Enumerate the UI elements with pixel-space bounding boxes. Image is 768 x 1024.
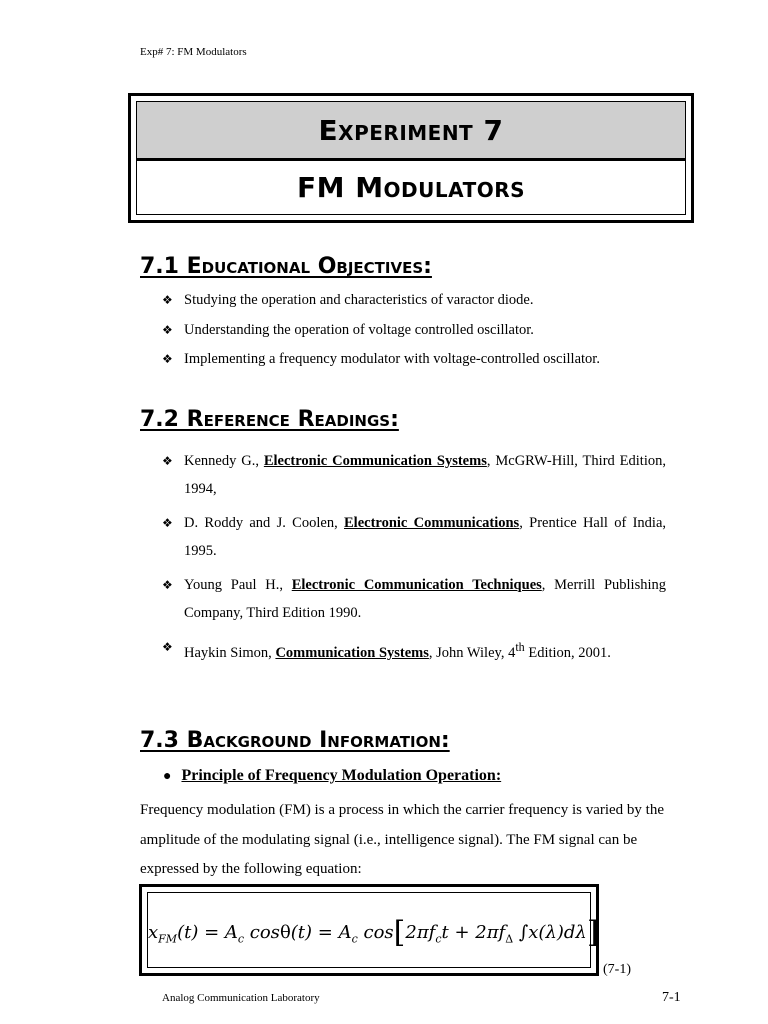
diamond-bullet-icon: ❖ [162, 322, 173, 337]
background-subheading [163, 767, 501, 785]
diamond-bullet-icon: ❖ [162, 352, 173, 366]
reference-author: Young Paul H., [184, 577, 292, 593]
reference-publisher: , McGRW-Hill, Third Edition, 1994, [184, 453, 666, 497]
round-bullet-icon: ● [163, 769, 172, 784]
reference-book-title: Electronic Communication Techniques [291, 577, 542, 593]
reference-author: Kennedy G., [184, 453, 264, 469]
reference-book-title: Communication Systems [275, 644, 429, 661]
reference-publisher-cont: Edition, 2001. [524, 644, 611, 661]
title-band-experiment [137, 102, 685, 161]
footer-lab-name: Analog Communication Laboratory [162, 992, 320, 1004]
fm-equation: $x_{FM}(t) = A_c$ $\cos\theta(t) = A_c$ $\cos[2\pi f_ct + 2\pi f_\Delta$ ∫x(λ)dλ] [148, 915, 599, 950]
diamond-bullet-icon: ❖ [162, 578, 173, 592]
reference-book-title: Electronic Communications [344, 515, 520, 531]
title-box [128, 93, 694, 223]
subheading-text: Principle of Frequency Modulation Operation: [181, 767, 502, 784]
diamond-bullet-icon: ❖ [162, 640, 173, 654]
reference-publisher: , John Wiley, 4 [428, 644, 516, 661]
reference-publisher: , Prentice Hall of India, 1995. [184, 515, 667, 559]
objective-item [162, 350, 666, 380]
equation-box [139, 884, 599, 976]
reference-item [162, 571, 666, 627]
diamond-bullet-icon: ❖ [162, 454, 173, 468]
diamond-bullet-icon: ❖ [162, 293, 173, 307]
objective-text: Studying the operation and characteristics of varactor diode. [184, 292, 534, 308]
equation-number: (7-1) [603, 962, 631, 977]
objective-text: Understanding the operation of voltage controlled oscillator. [184, 321, 534, 338]
title-inner-frame [136, 101, 686, 215]
reference-item [162, 509, 666, 565]
objectives-list [162, 291, 666, 380]
reference-publisher: , Merrill Publishing Company, Third Edition 1990. [184, 577, 666, 621]
reference-author: D. Roddy and J. Coolen, [184, 515, 344, 531]
objective-text: Implementing a frequency modulator with voltage-controlled oscillator. [184, 351, 600, 367]
ordinal-suffix: th [515, 640, 525, 654]
topic-title: FM Modulators [296, 171, 526, 204]
section-heading-objectives: 7.1 Educational Objectives: [140, 254, 432, 279]
background-paragraph: Frequency modulation (FM) is a process in which the carrier frequency is varied by the amplitude of the modulating signal (i.e., intelligence signal). The FM signal can be expressed by the following equation: [140, 802, 665, 877]
experiment-title: Experiment 7 [318, 113, 504, 147]
section-heading-references: 7.2 Reference Readings: [140, 407, 399, 432]
page-header: Exp# 7: FM Modulators [140, 46, 247, 58]
footer-page-number: 7-1 [662, 990, 681, 1005]
section-heading-background: 7.3 Background Information: [140, 728, 450, 753]
title-band-topic [137, 161, 685, 214]
diamond-bullet-icon: ❖ [162, 516, 173, 530]
reference-item [162, 633, 666, 667]
equation-inner-frame [147, 892, 599, 968]
references-list [162, 447, 666, 673]
reference-item [162, 447, 666, 503]
objective-item [162, 321, 666, 351]
reference-author: Haykin Simon, [184, 644, 276, 661]
reference-book-title: Electronic Communication Systems [263, 453, 487, 469]
objective-item [162, 291, 666, 321]
